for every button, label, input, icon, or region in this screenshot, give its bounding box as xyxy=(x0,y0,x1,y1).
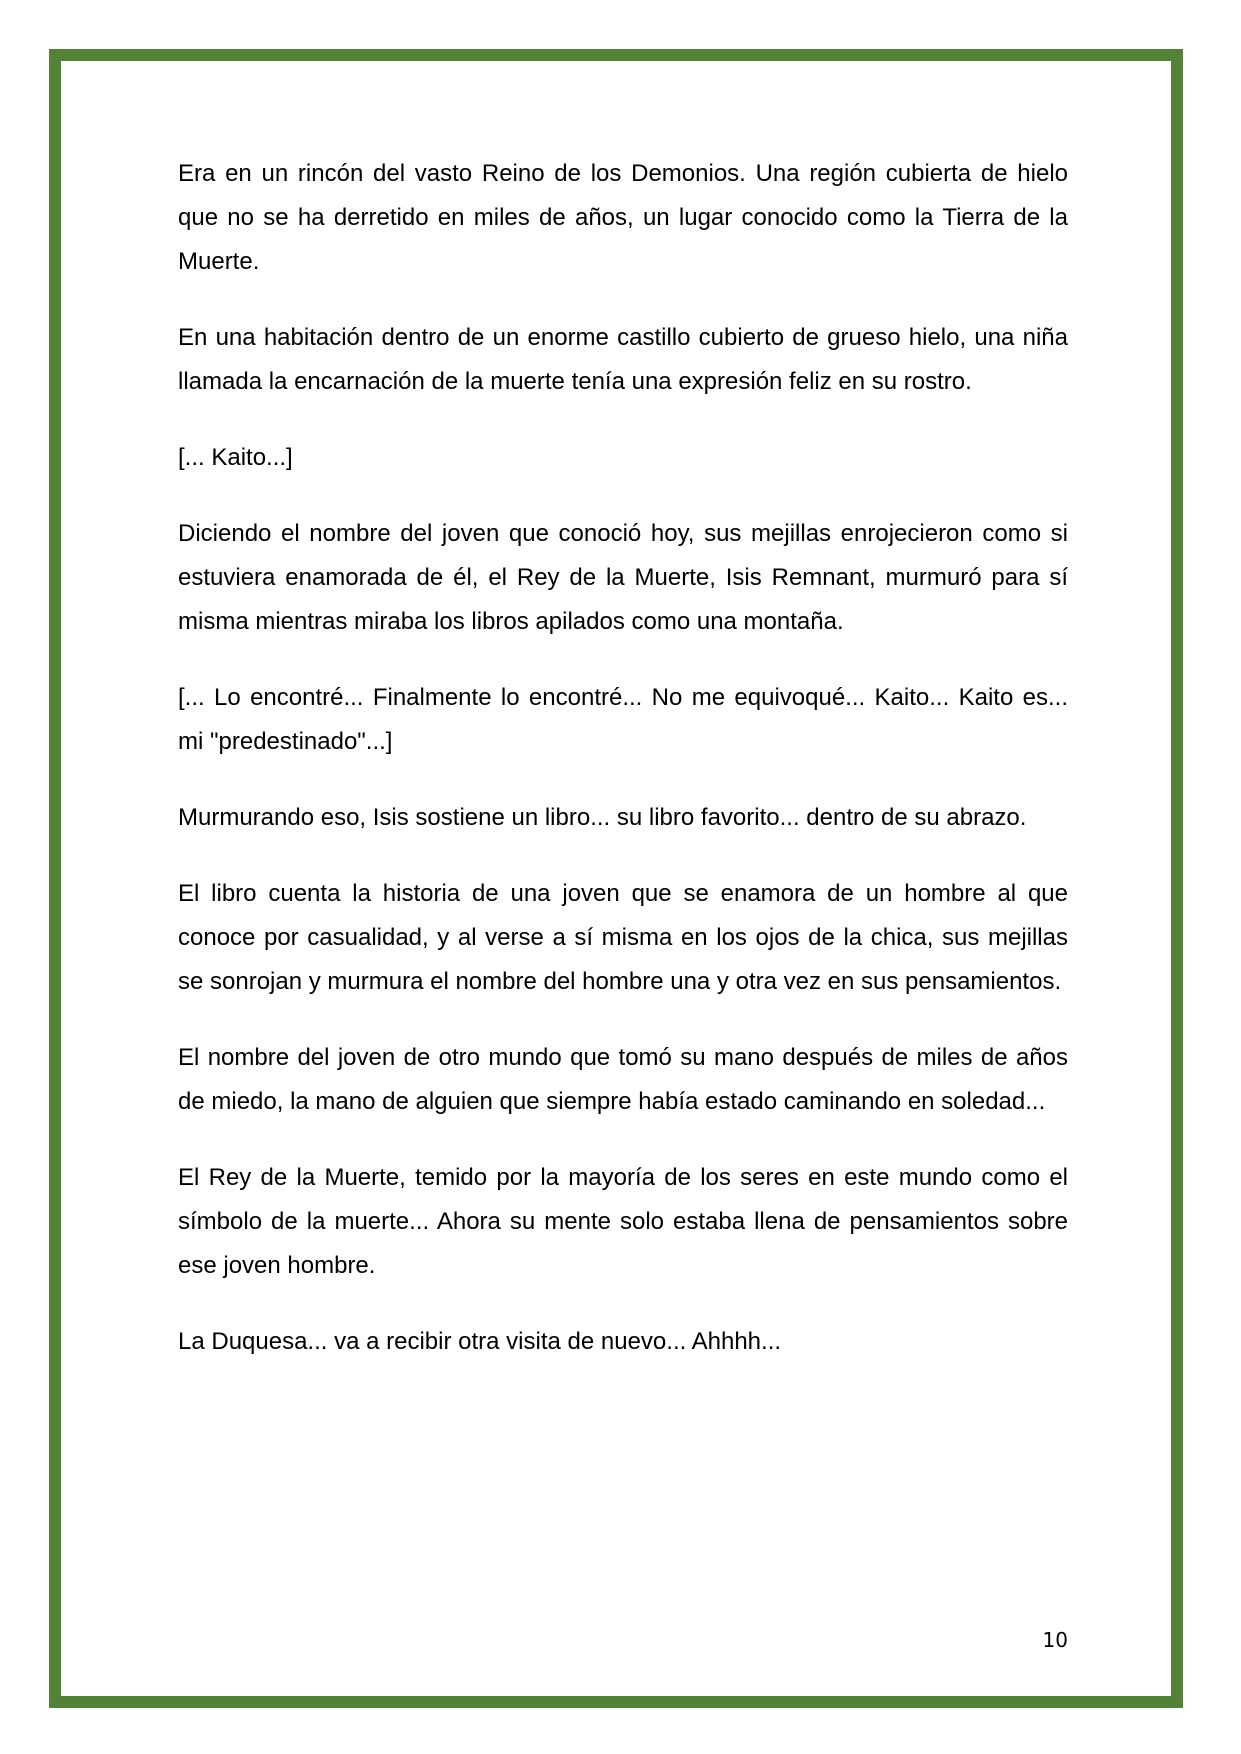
paragraph-3: [... Kaito...] xyxy=(178,444,293,471)
paragraph-2: En una habitación dentro de un enorme castillo cubierto de grueso hielo, una niña llamada la encarnación de la muerte tenía una expresión feliz en su rostro. xyxy=(178,324,1068,395)
paragraph-7: El libro cuenta la historia de una joven que se enamora de un hombre al que conoce por casualidad, y al verse a sí misma en los ojos de la chica, sus mejillas se sonrojan y murmura el nombre del hombre una y otra vez en sus pensamientos. xyxy=(178,880,1068,995)
paragraph-8: El nombre del joven de otro mundo que tomó su mano después de miles de años de miedo, la mano de alguien que siempre había estado caminando en soledad... xyxy=(178,1044,1068,1115)
paragraph-10: La Duquesa... va a recibir otra visita de nuevo... Ahhhh... xyxy=(178,1328,782,1355)
paragraph-1: Era en un rincón del vasto Reino de los Demonios. Una región cubierta de hielo que no se ha derretido en miles de años, un lugar conocido como la Tierra de la Muerte. xyxy=(178,160,1068,275)
paragraph-5: [... Lo encontré... Finalmente lo encontré... No me equivoqué... Kaito... Kaito es... mi "predestinado"...] xyxy=(178,684,1068,755)
paragraph-9: El Rey de la Muerte, temido por la mayoría de los seres en este mundo como el símbolo de la muerte... Ahora su mente solo estaba llena de pensamientos sobre ese joven hombre. xyxy=(178,1164,1068,1279)
paragraph-6: Murmurando eso, Isis sostiene un libro... su libro favorito... dentro de su abrazo. xyxy=(178,804,1027,831)
document-body xyxy=(178,152,1068,1364)
paragraph-4: Diciendo el nombre del joven que conoció hoy, sus mejillas enrojecieron como si estuviera enamorada de él, el Rey de la Muerte, Isis Remnant, murmuró para sí misma mientras miraba los libros apilados como una montaña. xyxy=(178,520,1068,635)
page-number: 10 xyxy=(1042,1628,1068,1652)
